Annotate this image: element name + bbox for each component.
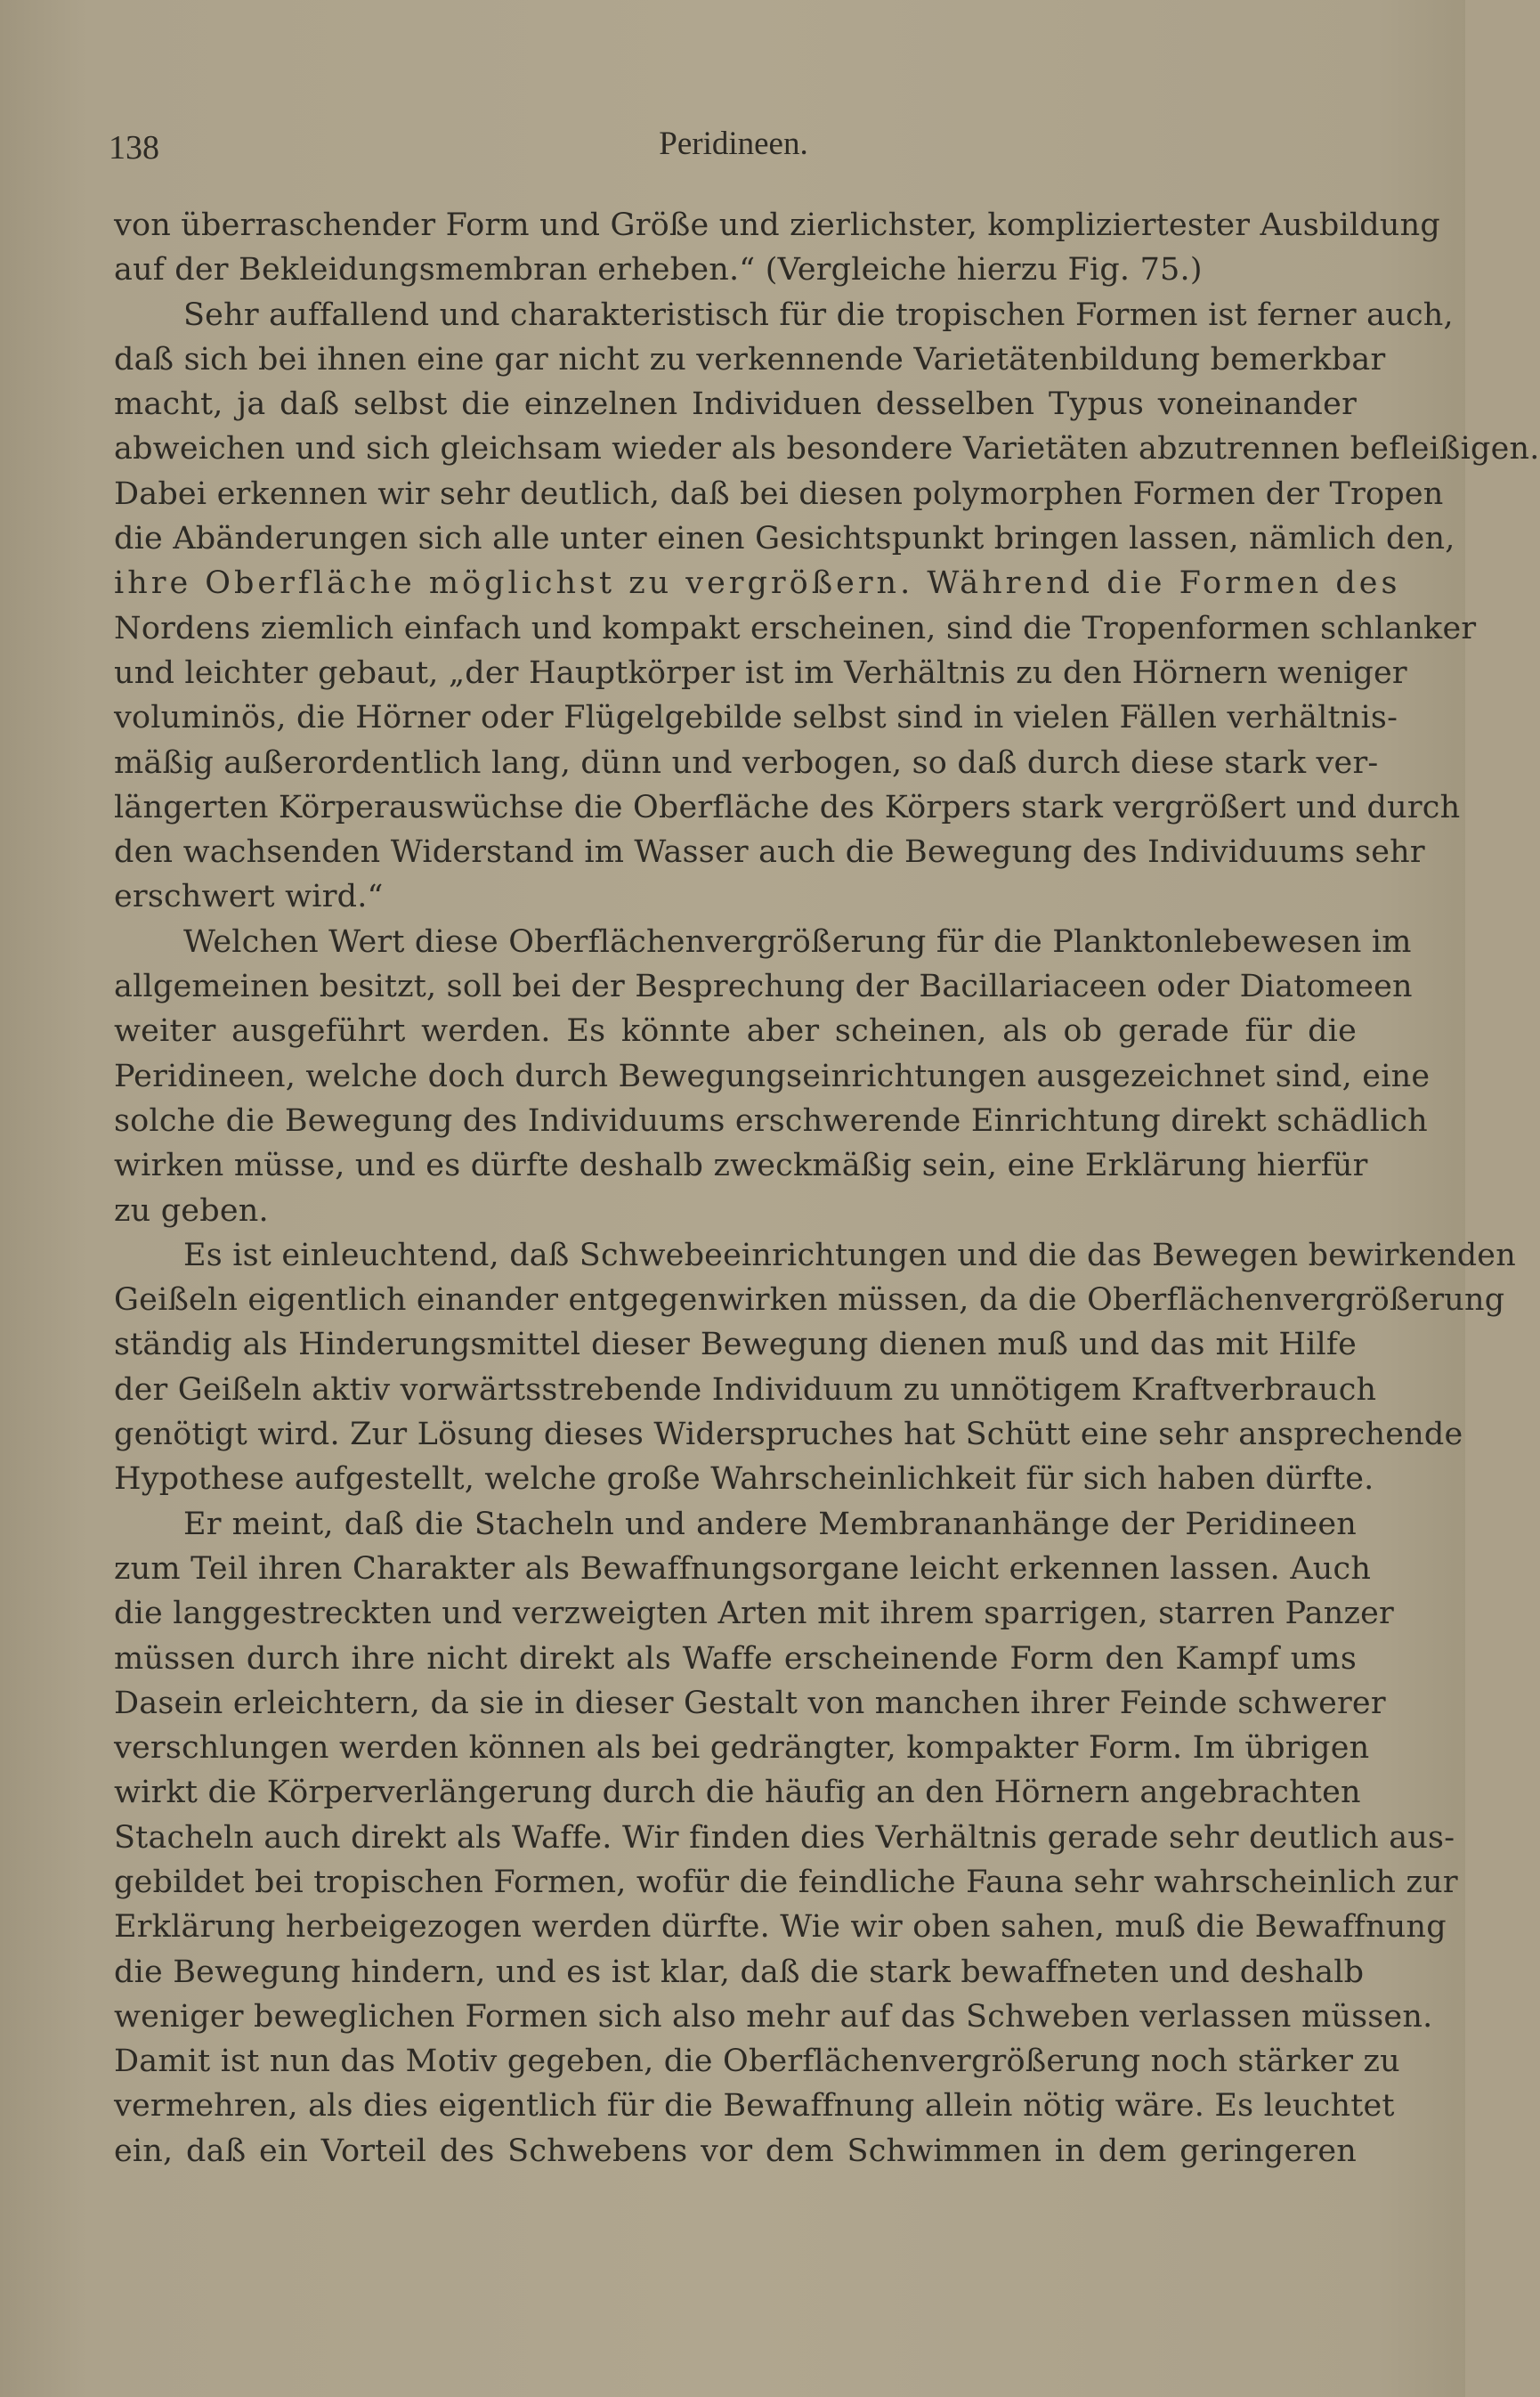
text-line: die langgestreckten und verzweigten Arten mit ihrem sparrigen, starren Panzer [114,1596,1394,1632]
text-line: Peridineen, welche doch durch Bewegungseinrichtungen ausgezeichnet sind, eine [114,1058,1431,1094]
text-line: Damit ist nun das Motiv gegeben, die Oberflächenvergrößerung noch stärker zu [114,2044,1400,2080]
text-line: macht, ja daß selbst die einzelnen Individuen desselben Typus voneinander [114,386,1357,423]
text-line: Nordens ziemlich einfach und kompakt erscheinen, sind die Tropenformen schlanker [114,610,1477,646]
page-header [109,125,1358,169]
text-line: daß sich bei ihnen eine gar nicht zu verkennende Varietätenbildung bemerkbar [114,341,1386,378]
text-line: von überraschender Form und Größe und zierlichster, kompliziertester Ausbildung [114,207,1440,243]
text-line: auf der Bekleidungsmembran erheben.“ (Vergleiche hierzu Fig. 75.) [114,252,1203,288]
text-line: Dabei erkennen wir sehr deutlich, daß bei diesen polymorphen Formen der Tropen [114,475,1444,512]
text-line: gebildet bei tropischen Formen, wofür die feindliche Fauna sehr wahrscheinlich zur [114,1864,1458,1900]
text-line: voluminös, die Hörner oder Flügelgebilde selbst sind in vielen Fällen verhältnis- [114,700,1398,736]
text-line: und leichter gebaut, „der Hauptkörper ist im Verhältnis zu den Hörnern weniger [114,654,1407,691]
running-title: Peridineen. [659,126,808,162]
page-number: 138 [109,129,159,167]
text-line: weniger beweglichen Formen sich also mehr auf das Schweben verlassen müssen. [114,1998,1433,2035]
text-line: Geißeln eigentlich einander entgegenwirken müssen, da die Oberflächenvergrößerung [114,1282,1505,1319]
text-line: solche die Bewegung des Individuums erschwerende Einrichtung direkt schädlich [114,1102,1428,1139]
text-line: Sehr auffallend und charakteristisch für die tropischen Formen ist ferner auch, [183,297,1454,333]
text-line: müssen durch ihre nicht direkt als Waffe erscheinende Form den Kampf ums [114,1640,1357,1677]
text-line: die Bewegung hindern, und es ist klar, daß die stark bewaffneten und deshalb [114,1954,1365,1990]
text-line: Er meint, daß die Stacheln und andere Membrananhänge der Peridineen [183,1506,1357,1542]
text-line: verschlungen werden können als bei gedrängter, kompakter Form. Im übrigen [114,1730,1370,1767]
text-line: wirkt die Körperverlängerung durch die häufig an den Hörnern angebrachten [114,1775,1361,1811]
text-line: Hypothese aufgestellt, welche große Wahrscheinlichkeit für sich haben dürfte. [114,1461,1374,1498]
text-line: zu geben. [114,1192,269,1229]
text-line: abweichen und sich gleichsam wieder als besondere Varietäten abzutrennen befleißigen. [114,431,1540,467]
text-line: vermehren, als dies eigentlich für die Bewaffnung allein nötig wäre. Es leuchtet [114,2088,1395,2125]
text-line: allgemeinen besitzt, soll bei der Besprechung der Bacillariaceen oder Diatomeen [114,969,1413,1005]
text-line: den wachsenden Widerstand im Wasser auch die Bewegung des Individuums sehr [114,834,1425,871]
text-line: genötigt wird. Zur Lösung dieses Widerspruches hat Schütt eine sehr ansprechende [114,1417,1463,1453]
text-line: weiter ausgeführt werden. Es könnte aber scheinen, als ob gerade für die [114,1013,1357,1050]
text-line: ihre Oberfläche möglichst zu vergrößern. Während die Formen des [114,565,1401,602]
text-line: Es ist einleuchtend, daß Schwebeeinrichtungen und die das Bewegen bewirkenden [183,1237,1516,1273]
text-line: Stacheln auch direkt als Waffe. Wir finden dies Verhältnis gerade sehr deutlich aus- [114,1819,1455,1856]
text-line: wirken müsse, und es dürfte deshalb zweckmäßig sein, eine Erklärung hierfür [114,1148,1368,1184]
text-line: der Geißeln aktiv vorwärtsstrebende Individuum zu unnötigem Kraftverbrauch [114,1371,1377,1408]
body-text [114,203,1540,2174]
text-line: die Abänderungen sich alle unter einen Gesichtspunkt bringen lassen, nämlich den, [114,521,1455,557]
text-line: mäßig außerordentlich lang, dünn und verbogen, so daß durch diese stark ver- [114,744,1379,781]
text-line: Erklärung herbeigezogen werden dürfte. Wie wir oben sahen, muß die Bewaffnung [114,1909,1447,1946]
text-line: Dasein erleichtern, da sie in dieser Gestalt von manchen ihrer Feinde schwerer [114,1685,1386,1721]
text-line: Welchen Wert diese Oberflächenvergrößerung für die Planktonlebewesen im [183,923,1412,960]
text-line: erschwert wird.“ [114,879,384,915]
text-line: ein, daß ein Vorteil des Schwebens vor dem Schwimmen in dem geringeren [114,2133,1357,2169]
text-line: zum Teil ihren Charakter als Bewaffnungsorgane leicht erkennen lassen. Auch [114,1550,1372,1587]
text-line: ständig als Hinderungsmittel dieser Bewegung dienen muß und das mit Hilfe [114,1327,1357,1363]
text-line: längerten Körperauswüchse die Oberfläche des Körpers stark vergrößert und durch [114,789,1461,825]
